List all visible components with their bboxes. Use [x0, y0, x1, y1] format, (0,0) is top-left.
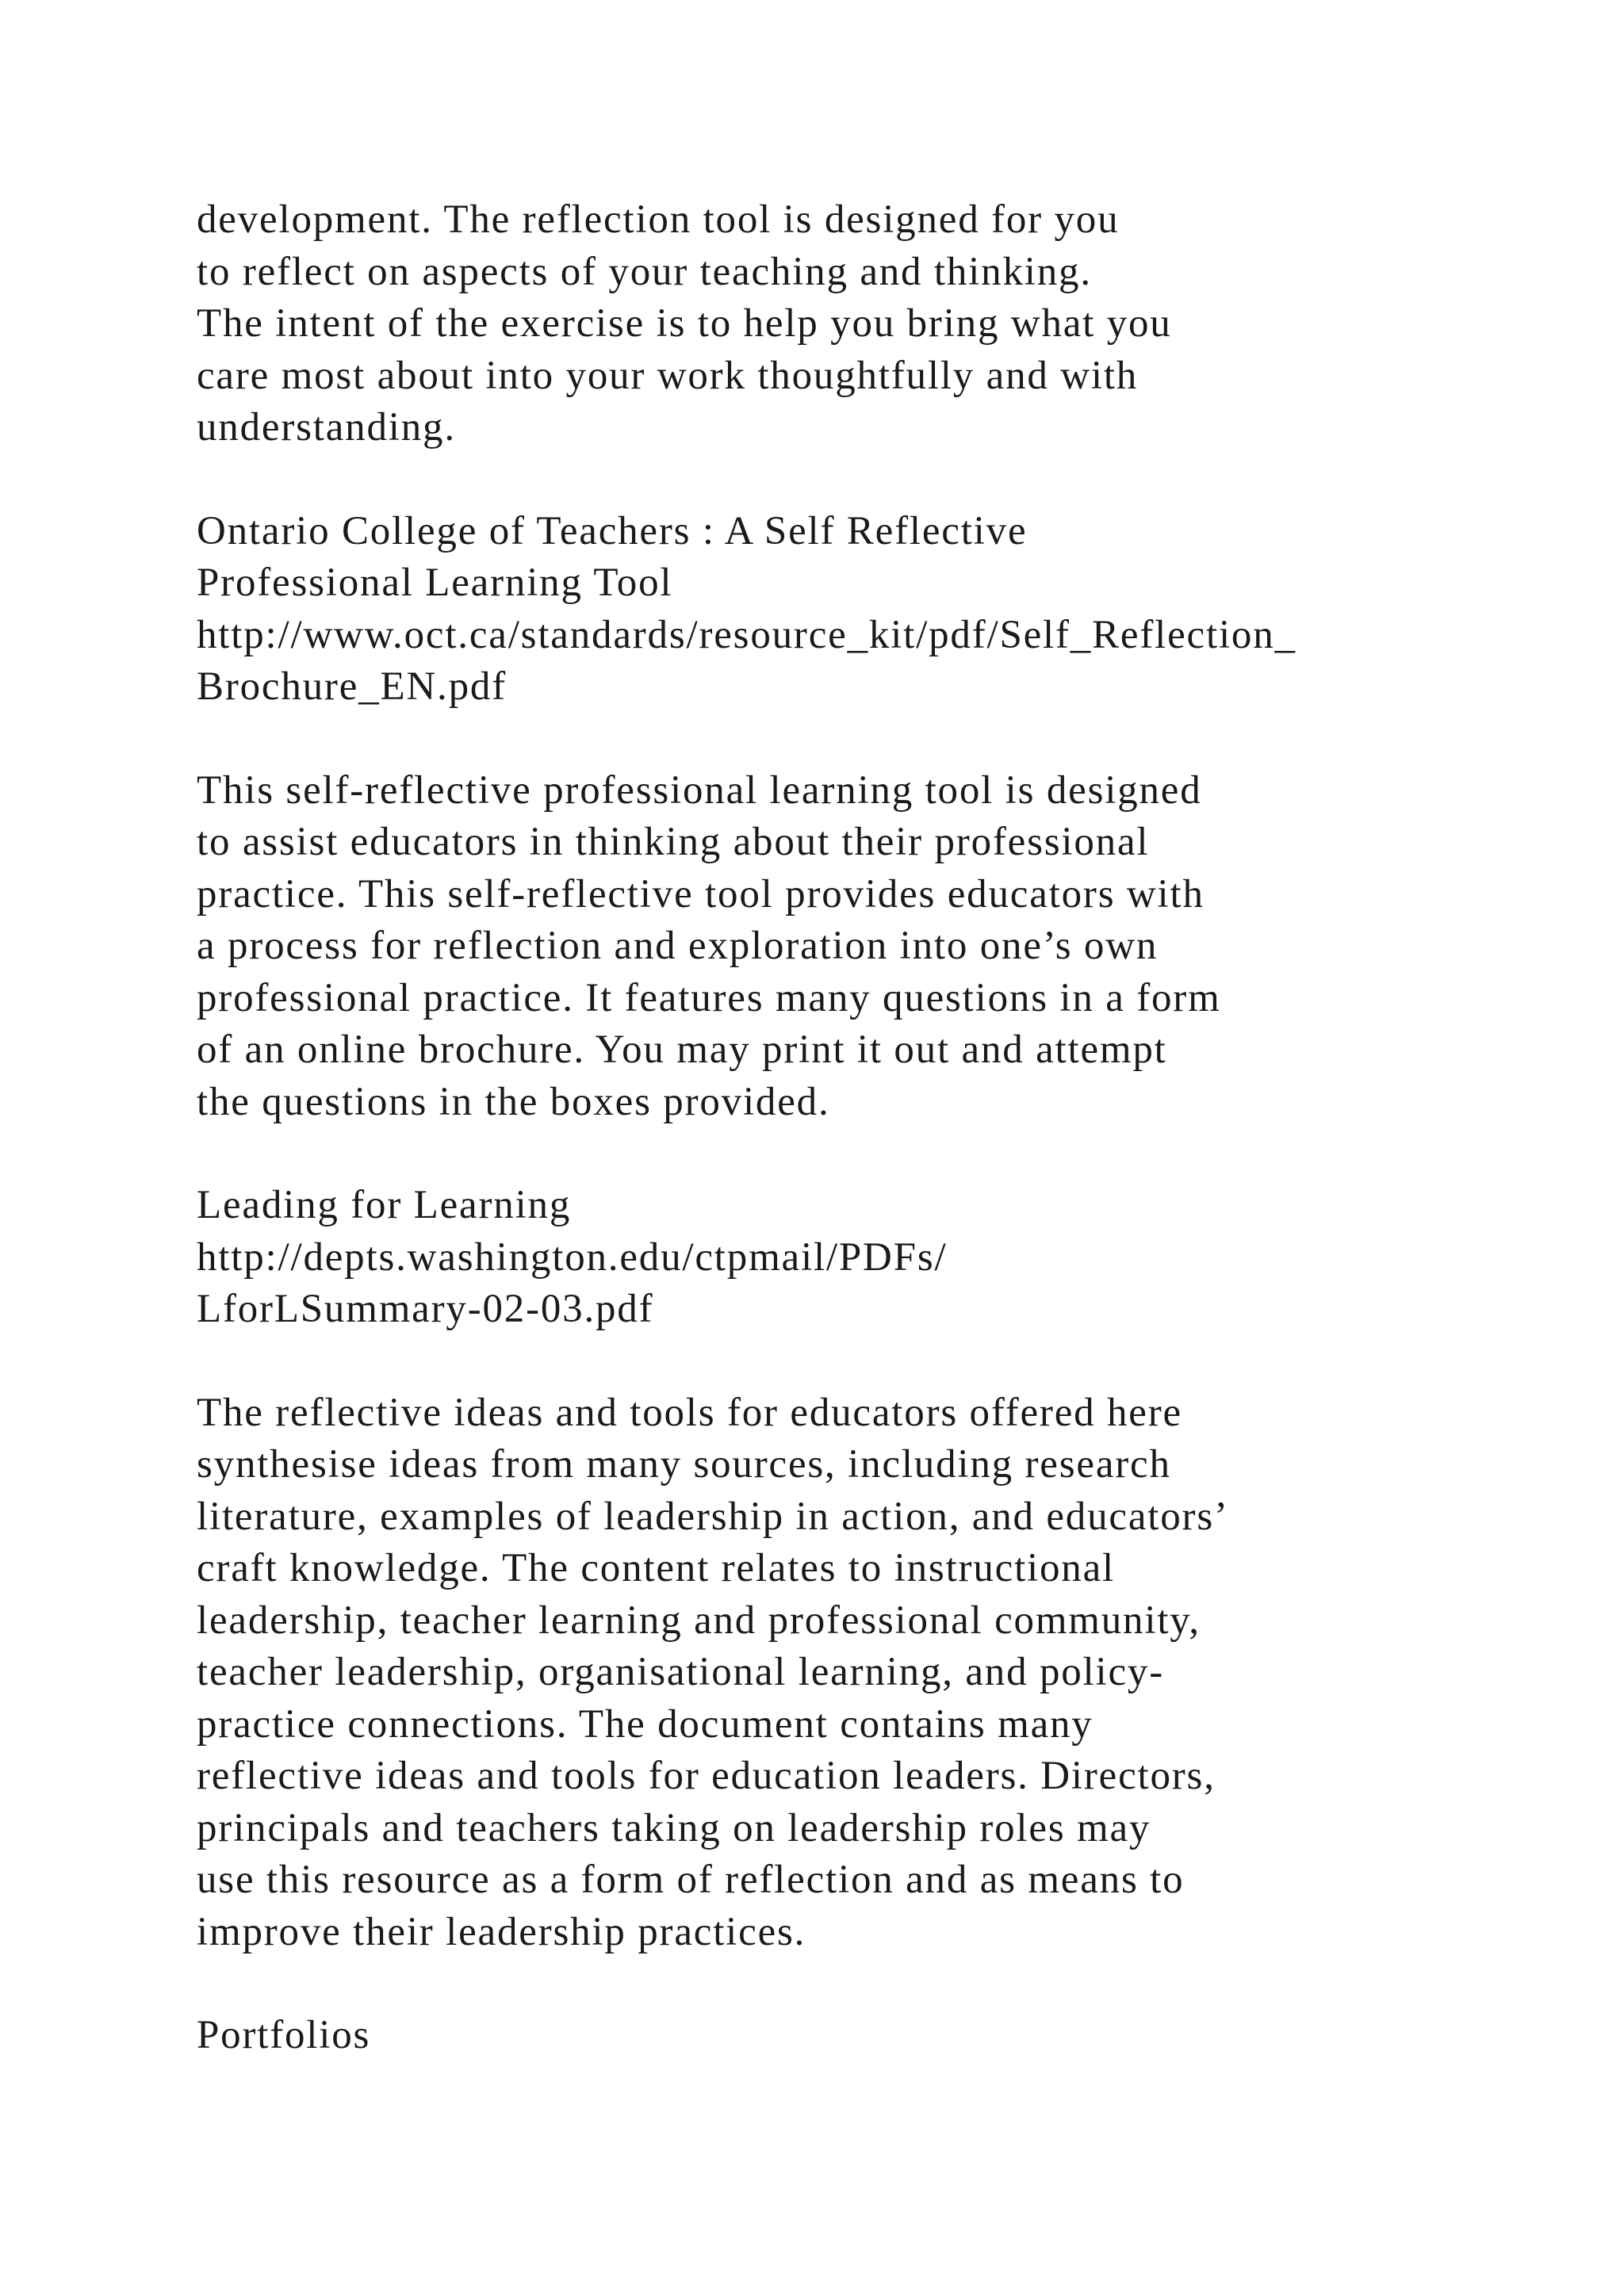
text-line: to assist educators in thinking about their professional — [197, 820, 1150, 864]
text-line: understanding. — [197, 405, 456, 450]
text-line: Leading for Learning — [197, 1183, 572, 1227]
text-line: craft knowledge. The content relates to instructional — [197, 1546, 1116, 1590]
text-line: to reflect on aspects of your teaching and thinking. — [197, 249, 1092, 294]
text-line: Ontario College of Teachers : A Self Reflective — [197, 508, 1028, 553]
text-line: leadership, teacher learning and professional community, — [197, 1598, 1201, 1643]
text-line: synthesise ideas from many sources, including research — [197, 1442, 1171, 1487]
paragraph-portfolios-heading — [197, 2010, 1497, 2062]
text-line: practice connections. The document contains many — [197, 1701, 1094, 1747]
text-line: development. The reflection tool is designed for you — [197, 197, 1120, 242]
paragraph-leading-resource — [197, 1180, 1497, 1336]
text-line: professional practice. It features many questions in a form — [197, 975, 1221, 1020]
text-line: Professional Learning Tool — [197, 561, 673, 605]
text-line: of an online brochure. You may print it out and attempt — [197, 1027, 1167, 1072]
text-line: principals and teachers taking on leadership roles may — [197, 1805, 1151, 1850]
text-line: LforLSummary-02-03.pdf — [197, 1287, 654, 1331]
text-line: literature, examples of leadership in action, and educators’ — [197, 1494, 1229, 1539]
text-line: a process for reflection and exploration into one’s own — [197, 924, 1159, 968]
text-line: The intent of the exercise is to help you bring what you — [197, 301, 1172, 346]
text-line: improve their leadership practices. — [197, 1909, 806, 1954]
text-line: the questions in the boxes provided. — [197, 1079, 830, 1124]
document-body — [197, 194, 1497, 2114]
text-line: http://www.oct.ca/standards/resource_kit/pdf/Self_Reflection_ — [197, 612, 1297, 657]
text-line: care most about into your work thoughtfully and with — [197, 353, 1139, 398]
paragraph-ontario-description — [197, 765, 1497, 1129]
text-line: use this resource as a form of reflection and as means to — [197, 1858, 1185, 1902]
text-line: The reflective ideas and tools for educators offered here — [197, 1390, 1182, 1435]
text-line: teacher leadership, organisational learning, and policy- — [197, 1650, 1165, 1694]
text-line: reflective ideas and tools for education leaders. Directors, — [197, 1754, 1216, 1798]
text-line: http://depts.washington.edu/ctpmail/PDFs/ — [197, 1234, 948, 1280]
text-line: practice. This self-reflective tool provides educators with — [197, 871, 1205, 916]
text-line: Brochure_EN.pdf — [197, 664, 507, 709]
paragraph-ontario-resource — [197, 506, 1497, 714]
text-line: This self-reflective professional learning tool is designed — [197, 767, 1202, 813]
paragraph-leading-description — [197, 1387, 1497, 1959]
text-line: Portfolios — [197, 2013, 371, 2057]
paragraph-reflection-tool-intro — [197, 194, 1497, 454]
